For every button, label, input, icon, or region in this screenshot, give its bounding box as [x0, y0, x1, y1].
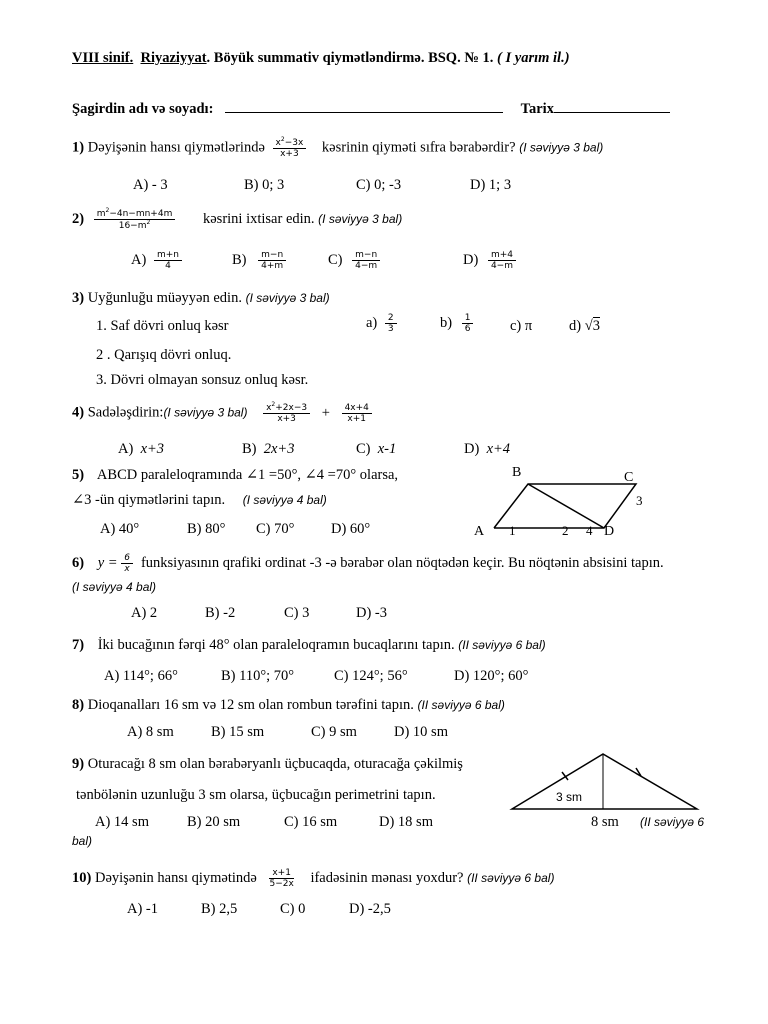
angle-label-3: 3	[636, 493, 643, 508]
date-label: Tarix	[520, 101, 554, 117]
answer-c[interactable]: C) 16 sm	[284, 814, 338, 830]
answer-c[interactable]: C) 0	[280, 901, 306, 917]
sqrt-icon: √	[584, 318, 593, 334]
question-number: 4)	[72, 404, 85, 421]
question-number: 8)	[72, 697, 85, 713]
question-text: Uyğunluğu müəyyən edin.	[87, 290, 242, 306]
level-label: (I səviyyə 4 bal)	[72, 580, 157, 594]
fraction: $\frac{x+1}{5-2x}$	[269, 868, 294, 890]
question-number: 1)	[72, 139, 85, 156]
answer-d[interactable]: D) 60°	[331, 521, 371, 537]
question-text-2: kəsrinin qiyməti sıfra bərabərdir?	[321, 139, 516, 156]
question-text: Dəyişənin hansı qiymətində	[94, 870, 257, 887]
question-9	[72, 756, 463, 773]
answer-d[interactable]: D) 18 sm	[379, 814, 433, 830]
answer-a[interactable]: A) 114°; 66°	[104, 668, 178, 684]
question-number: 3)	[72, 290, 85, 306]
question-3	[72, 290, 330, 307]
date-field[interactable]	[554, 112, 670, 113]
option-a[interactable]: a) $\frac{2}{3}$	[366, 313, 397, 335]
level-label: (I səviyyə 4 bal)	[242, 493, 327, 507]
question-text: Dəyişənin hansı qiymətlərində	[87, 139, 265, 156]
question-6	[72, 553, 664, 575]
student-line	[72, 101, 670, 118]
angle-label-2: 2	[562, 523, 569, 538]
list-item: 1. Saf dövri onluq kəsr	[96, 318, 229, 334]
question-text: kəsrini ixtisar edin.	[202, 211, 315, 228]
level-label: (II səviyyə 6	[640, 815, 705, 829]
question-2	[72, 208, 402, 232]
question-number: 6)	[72, 555, 85, 572]
question-text: Dioqanalları 16 sm və 12 sm olan rombun tərəfini tapın.	[87, 697, 414, 713]
vertex-d: D	[604, 524, 615, 539]
answer-b[interactable]: B) 20 sm	[187, 814, 241, 830]
answer-a[interactable]: A) 8 sm	[127, 724, 174, 740]
answer-a[interactable]: A) 2	[131, 605, 158, 621]
question-7	[72, 637, 546, 654]
answer-b[interactable]: B) 80°	[187, 521, 226, 537]
list-item: 2 . Qarışıq dövri onluq.	[96, 347, 232, 363]
answer-b[interactable]: B) 2x+3	[242, 441, 295, 457]
question-text: İki bucağının fərqi 48° olan paraleloqramın bucaqlarını tapın.	[97, 637, 455, 653]
level-label: (I səviyyə 3 bal)	[519, 140, 604, 155]
answer-d[interactable]: D) 1; 3	[470, 177, 512, 193]
level-label-cont: bal)	[72, 834, 93, 848]
question-text-2: ifadəsinin mənası yoxdur?	[310, 870, 464, 887]
question-text-2: ∠3 -ün qiymətlərini tapın.	[72, 492, 226, 508]
answer-d[interactable]: D) -3	[356, 605, 388, 621]
median-label: 3 sm	[556, 790, 583, 804]
question-5-line2	[72, 492, 327, 509]
function-y: y =	[97, 555, 118, 572]
answer-b[interactable]: B) -2	[205, 605, 236, 621]
answer-d[interactable]: D) $\frac{m+4}{4-m}$	[463, 250, 516, 272]
subject-label: Riyaziyyat	[140, 50, 207, 66]
answer-a[interactable]: A) 14 sm	[95, 814, 149, 830]
angle-label-4: 4	[586, 523, 593, 538]
option-b[interactable]: b) $\frac{1}{6}$	[440, 313, 473, 335]
answer-c[interactable]: C) 124°; 56°	[334, 668, 408, 684]
answer-a[interactable]: A) 40°	[100, 521, 140, 537]
student-name-field[interactable]	[225, 112, 503, 113]
question-text: funksiyasının qrafiki ordinat -3 -ə bərabər olan nöqtədən keçir. Bu nöqtənin absisini tapın.	[140, 555, 664, 572]
answer-c[interactable]: C) 3	[284, 605, 310, 621]
vertex-c: C	[624, 470, 634, 485]
fraction: $\frac{x^2+2x-3}{x+3}$	[263, 402, 310, 425]
answer-c[interactable]: C) 70°	[256, 521, 295, 537]
answer-a[interactable]: A) x+3	[118, 441, 165, 457]
base-label: 8 sm	[591, 814, 619, 830]
isosceles-triangle	[512, 754, 697, 809]
answer-b[interactable]: B) 15 sm	[211, 724, 265, 740]
diagonal-line	[528, 484, 604, 528]
class-label: VIII sinif.	[72, 50, 134, 66]
question-number: 7)	[72, 637, 85, 653]
fraction: $\frac{4x+4}{x+1}$	[342, 403, 372, 425]
answer-d[interactable]: D) -2,5	[349, 901, 391, 917]
answer-d[interactable]: D) 120°; 60°	[454, 668, 529, 684]
fraction: $\frac{m^2-4n-mn+4m}{16-m^2}$	[94, 208, 176, 232]
header-half: ( I yarım il.)	[497, 50, 570, 66]
student-name-label: Şagirdin adı və soyadı:	[72, 101, 214, 117]
question-number: 5)	[72, 467, 85, 483]
option-c[interactable]: c) π	[510, 318, 533, 334]
level-label: (II səviyyə 6 bal)	[458, 638, 546, 652]
plus-sign: +	[321, 404, 330, 421]
header-rest: . Böyük summativ qiymətləndirmə. BSQ. № 1.	[206, 50, 494, 66]
fraction: $\frac{6}{x}$	[121, 553, 133, 575]
question-8	[72, 697, 505, 714]
answer-b[interactable]: B) 110°; 70°	[221, 668, 295, 684]
answer-c[interactable]: C) x-1	[356, 441, 397, 457]
option-d[interactable]: d) √3	[569, 318, 600, 334]
answer-c[interactable]: C) 0; -3	[356, 177, 402, 193]
answer-d[interactable]: D) 10 sm	[394, 724, 448, 740]
answer-c[interactable]: C) 9 sm	[311, 724, 357, 740]
parallelogram-figure	[470, 462, 650, 542]
question-1	[72, 137, 603, 160]
angle-label-1: 1	[509, 523, 516, 538]
vertex-b: B	[512, 465, 522, 480]
header	[72, 50, 570, 67]
answer-a[interactable]: A) $\frac{m+n}{4}$	[131, 250, 182, 272]
question-4	[72, 402, 372, 425]
question-number: 10)	[72, 870, 92, 887]
level-label: (I səviyyə 3 bal)	[318, 212, 403, 227]
question-text: Oturacağı 8 sm olan bərabəryanlı üçbucaqda, oturacağa çəkilmiş	[87, 756, 463, 772]
question-text: Sadələşdirin:	[87, 404, 164, 421]
fraction: $\frac{x^2-3x}{x+3}$	[273, 137, 307, 160]
question-text: ABCD paraleloqramında ∠1 =50°, ∠4 =70° olarsa,	[96, 467, 399, 483]
answer-b[interactable]: B) $\frac{m-n}{4+m}$	[232, 250, 286, 272]
level-label: (I səviyyə 3 bal)	[163, 405, 248, 420]
vertex-a: A	[474, 524, 485, 539]
answer-a[interactable]: A) - 3	[133, 177, 168, 193]
level-label: (I səviyyə 3 bal)	[245, 291, 330, 305]
triangle-figure	[508, 750, 702, 814]
question-9-line2: tənbölənin uzunluğu 3 sm olarsa, üçbucağın perimetrini tapın.	[76, 787, 436, 803]
question-number: 9)	[72, 756, 85, 772]
answer-b[interactable]: B) 2,5	[201, 901, 238, 917]
level-label: (II səviyyə 6 bal)	[417, 698, 505, 712]
answer-d[interactable]: D) x+4	[464, 441, 511, 457]
question-10	[72, 868, 554, 890]
level-label: (II səviyyə 6 bal)	[467, 871, 555, 886]
answer-a[interactable]: A) -1	[127, 901, 159, 917]
question-number: 2)	[72, 211, 85, 228]
answer-b[interactable]: B) 0; 3	[244, 177, 285, 193]
question-5	[72, 467, 398, 484]
answer-c[interactable]: C) $\frac{m-n}{4-m}$	[328, 250, 380, 272]
list-item: 3. Dövri olmayan sonsuz onluq kəsr.	[96, 372, 309, 388]
